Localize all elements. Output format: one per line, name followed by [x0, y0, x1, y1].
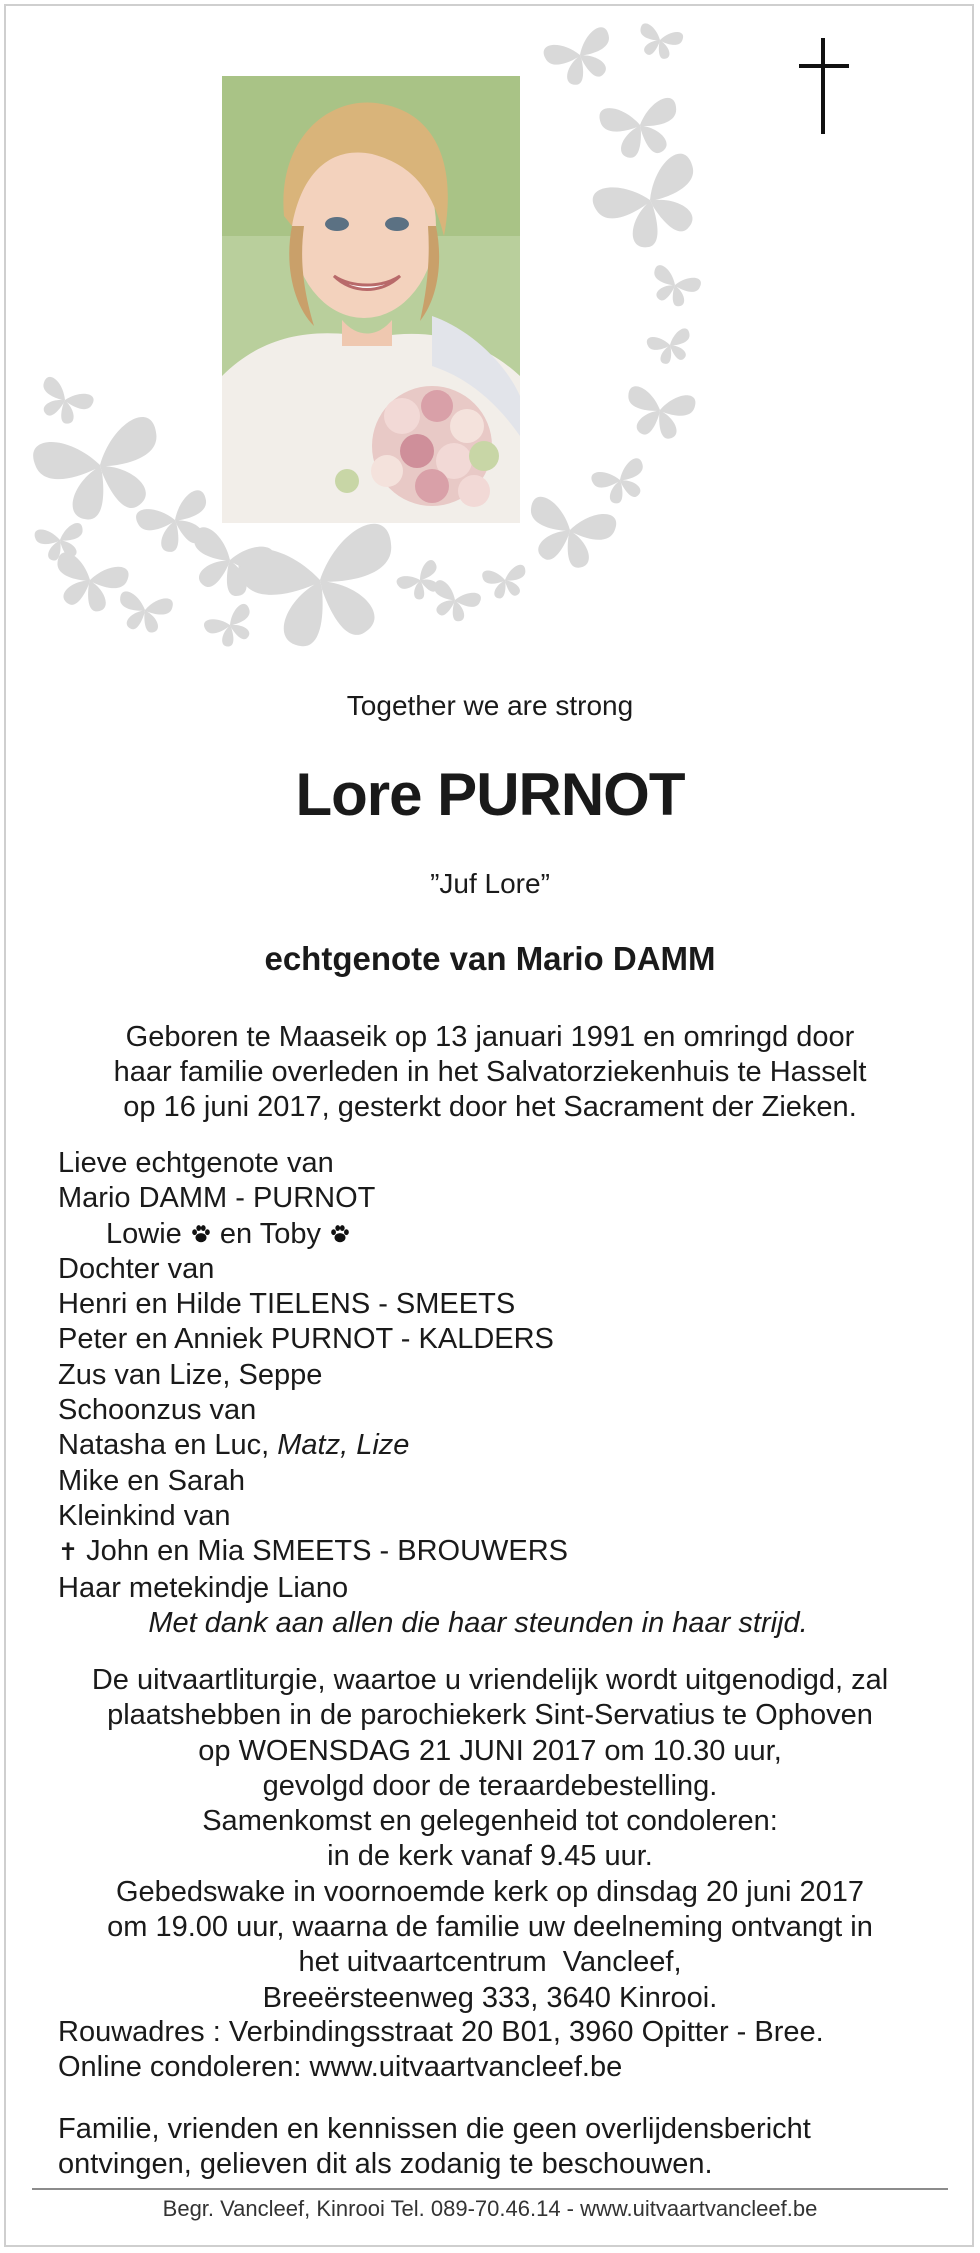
- family-line: Haar metekindje Liano: [58, 1571, 349, 1604]
- deceased-mark-icon: ✝: [58, 1539, 79, 1567]
- text-line: Familie, vrienden en kennissen die geen overlijdensbericht: [58, 2113, 811, 2145]
- funeral-paragraph: [0, 1663, 980, 2016]
- text-line: Samenkomst en gelegenheid tot condoleren:: [202, 1805, 778, 1838]
- text-line: haar familie overleden in het Salvatorziekenhuis te Hasselt: [113, 1056, 867, 1088]
- butterfly-icon: [481, 564, 529, 601]
- footer: Begr. Vancleef, Kinrooi Tel. 089-70.46.14 - www.uitvaartvancleef.be: [162, 2196, 818, 2221]
- notice-paragraph: [58, 2112, 811, 2182]
- text-line: gevolgd door de teraardebestelling.: [262, 1769, 718, 1802]
- family-line: [58, 1428, 938, 1463]
- family-line: Schoonzus van: [58, 1394, 257, 1427]
- text-line: op WOENSDAG 21 JUNI 2017 om 10.30 uur,: [198, 1734, 782, 1767]
- butterfly-icon: [32, 375, 96, 430]
- butterfly-icon: [115, 590, 174, 635]
- butterfly-icon: [235, 521, 408, 657]
- butterfly-icon: [519, 495, 618, 575]
- divider: [32, 2188, 948, 2190]
- family-text: John en Mia SMEETS - BROUWERS: [78, 1535, 569, 1568]
- mourning-address: Rouwadres : Verbindingsstraat 20 B01, 3960 Opitter - Bree.: [58, 2016, 824, 2048]
- family-line: [58, 1534, 938, 1570]
- text-line: in de kerk vanaf 9.45 uur.: [327, 1840, 653, 1873]
- butterfly-icon: [646, 327, 696, 367]
- text-line: plaatshebben in de parochiekerk Sint-Servatius te Ophoven: [107, 1699, 873, 1732]
- paw-icon: [190, 1223, 212, 1245]
- text-line: ontvingen, gelieven dit als zodanig te beschouwen.: [58, 2148, 713, 2180]
- contact-paragraph: [58, 2015, 824, 2086]
- text-line: Breeërsteenweg 333, 3640 Kinrooi.: [262, 1981, 718, 2014]
- deceased-name: Lore PURNOT: [295, 761, 685, 828]
- text-line: Gebedswake in voornoemde kerk op dinsdag 20 juni 2017: [115, 1875, 865, 1908]
- birth-death-paragraph: [0, 1020, 980, 1125]
- text-line: Geboren te Maaseik op 13 januari 1991 en omringd door: [125, 1021, 855, 1053]
- butterfly-icon: [589, 150, 716, 261]
- family-line: Mike en Sarah: [58, 1464, 245, 1497]
- text-line: om 19.00 uur, waarna de familie uw deelneming ontvangt in: [107, 1911, 873, 1944]
- family-line: Dochter van: [58, 1252, 215, 1285]
- portrait-illustration: [222, 76, 520, 523]
- pet-name: Lowie: [106, 1217, 182, 1250]
- text-line: het uitvaartcentrum Vancleef,: [298, 1946, 682, 1979]
- online-condolence: Online condoleren: www.uitvaartvancleef.be: [58, 2051, 623, 2084]
- family-line: Kleinkind van: [58, 1499, 231, 1532]
- text-line: De uitvaartliturgie, waartoe u vriendelijk wordt uitgenodigd, zal: [91, 1664, 889, 1696]
- family-line: Mario DAMM - PURNOT: [58, 1182, 376, 1215]
- butterfly-icon: [622, 385, 697, 442]
- family-text-italic: Matz, Lize: [277, 1429, 410, 1462]
- motto: Together we are strong: [346, 690, 634, 721]
- butterfly-icon: [542, 25, 621, 92]
- thanks-line: Met dank aan allen die haar steunden in haar strijd.: [148, 1606, 808, 1639]
- butterfly-icon: [598, 96, 683, 162]
- butterfly-icon: [635, 22, 685, 62]
- nickname: ”Juf Lore”: [430, 868, 550, 899]
- pet-name: en Toby: [219, 1217, 321, 1250]
- cross-icon: [799, 38, 849, 138]
- family-line: Lieve echtgenote van: [58, 1147, 334, 1179]
- family-line: Zus van Lize, Seppe: [58, 1358, 323, 1391]
- family-line: Henri en Hilde TIELENS - SMEETS: [58, 1288, 516, 1321]
- spouse-line: echtgenote van Mario DAMM: [264, 940, 716, 977]
- butterfly-icon: [48, 551, 131, 618]
- family-text: Natasha en Luc,: [58, 1429, 278, 1462]
- pets-line: [58, 1217, 938, 1252]
- family-list: [58, 1146, 938, 1641]
- butterfly-icon: [202, 602, 260, 652]
- text-line: op 16 juni 2017, gesterkt door het Sacrament der Zieken.: [123, 1091, 857, 1123]
- butterfly-icon: [646, 264, 703, 312]
- paw-icon: [329, 1223, 351, 1245]
- family-line: Peter en Anniek PURNOT - KALDERS: [58, 1323, 554, 1356]
- portrait-photo: [222, 76, 520, 523]
- butterfly-icon: [590, 457, 652, 509]
